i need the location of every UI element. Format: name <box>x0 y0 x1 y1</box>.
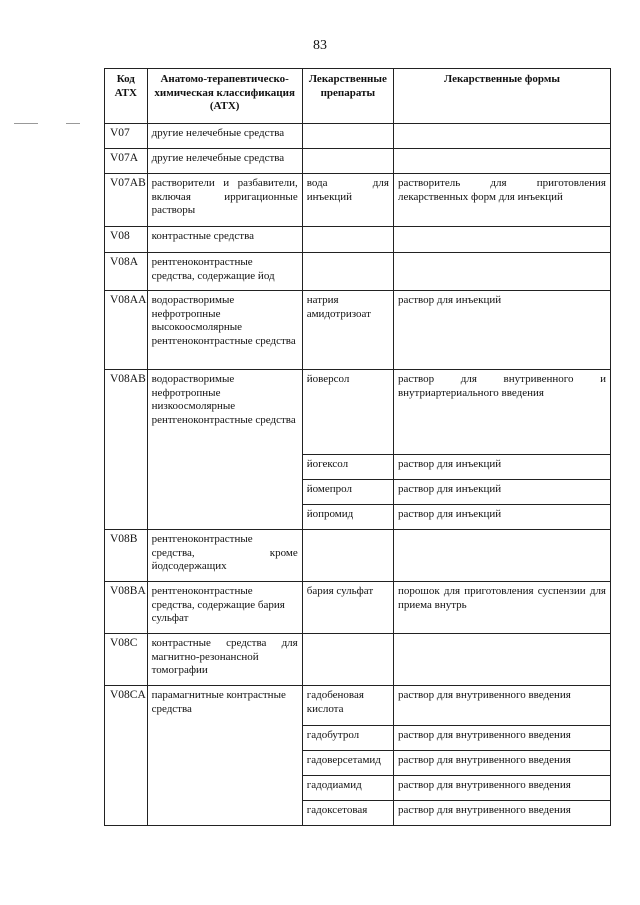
drug-cell: гадоксетовая <box>302 801 393 826</box>
drug-cell: гадодиамид <box>302 776 393 801</box>
atc-cell: рентгеноконтрастные средства, содержащие бария сульфат <box>147 582 302 634</box>
atc-drug-table <box>104 68 611 826</box>
atc-cell: водорастворимые нефротропные высокоосмолярные рентгеноконтрастные средства <box>147 291 302 370</box>
header-drugs: Лекарственные препараты <box>302 69 393 124</box>
form-cell: растворитель для приготовления лекарственных форм для инъекций <box>393 174 610 227</box>
header-atc: Анатомо-терапевтическо-химическая классификация (АТХ) <box>147 69 302 124</box>
code-cell: V08B <box>105 530 148 582</box>
atc-cell: рентгеноконтрастные средства, содержащие йод <box>147 253 302 291</box>
form-cell: раствор для внутривенного введения <box>393 751 610 776</box>
code-cell: V08AA <box>105 291 148 370</box>
code-cell: V07A <box>105 149 148 174</box>
margin-mark-left <box>14 123 38 124</box>
table-row <box>105 530 611 582</box>
form-cell: раствор для инъекций <box>393 505 610 530</box>
page-number: 83 <box>313 38 327 53</box>
atc-cell: контрастные средства для магнитно-резонансной томографии <box>147 634 302 686</box>
code-cell: V08BA <box>105 582 148 634</box>
atc-cell: рентгеноконтрастные средства, кроме йодсодержащих <box>147 530 302 582</box>
form-cell: раствор для инъекций <box>393 291 610 370</box>
drug-cell <box>302 253 393 291</box>
drug-cell: гадоверсетамид <box>302 751 393 776</box>
form-cell: раствор для внутривенного и внутриартериального введения <box>393 370 610 455</box>
table-row <box>105 227 611 253</box>
table-row <box>105 253 611 291</box>
table-row <box>105 291 611 370</box>
drug-cell: йогексол <box>302 455 393 480</box>
drug-cell: вода для инъекций <box>302 174 393 227</box>
form-cell <box>393 124 610 149</box>
atc-cell: парамагнитные контрастные средства <box>147 686 302 826</box>
drug-cell <box>302 149 393 174</box>
form-cell: раствор для внутривенного введения <box>393 726 610 751</box>
form-cell <box>393 253 610 291</box>
drug-cell <box>302 124 393 149</box>
drug-cell: бария сульфат <box>302 582 393 634</box>
table-row <box>105 582 611 634</box>
table-row <box>105 149 611 174</box>
table-row <box>105 174 611 227</box>
code-cell: V08CA <box>105 686 148 826</box>
drug-cell: натрия амидотризоат <box>302 291 393 370</box>
form-cell: раствор для внутривенного введения <box>393 776 610 801</box>
drug-cell: йомепрол <box>302 480 393 505</box>
drug-cell <box>302 634 393 686</box>
table-header-row <box>105 69 611 124</box>
atc-cell: другие нелечебные средства <box>147 124 302 149</box>
drug-cell: гадобутрол <box>302 726 393 751</box>
atc-cell: водорастворимые нефротропные низкоосмолярные рентгеноконтрастные средства <box>147 370 302 530</box>
form-cell <box>393 227 610 253</box>
drug-cell <box>302 227 393 253</box>
form-cell <box>393 149 610 174</box>
margin-mark-left-2 <box>66 123 80 124</box>
table-row <box>105 634 611 686</box>
code-cell: V08A <box>105 253 148 291</box>
form-cell <box>393 530 610 582</box>
code-cell: V08AB <box>105 370 148 530</box>
drug-cell <box>302 530 393 582</box>
drug-cell: йопромид <box>302 505 393 530</box>
code-cell: V07AB <box>105 174 148 227</box>
form-cell: раствор для инъекций <box>393 480 610 505</box>
form-cell: раствор для инъекций <box>393 455 610 480</box>
drug-cell: йоверсол <box>302 370 393 455</box>
header-forms: Лекарственные формы <box>393 69 610 124</box>
header-code: Код АТХ <box>105 69 148 124</box>
code-cell: V08 <box>105 227 148 253</box>
form-cell <box>393 634 610 686</box>
table-row <box>105 686 611 726</box>
atc-cell: растворители и разбавители, включая ирригационные растворы <box>147 174 302 227</box>
form-cell: раствор для внутривенного введения <box>393 686 610 726</box>
drug-cell: гадобеновая кислота <box>302 686 393 726</box>
form-cell: раствор для внутривенного введения <box>393 801 610 826</box>
atc-cell: другие нелечебные средства <box>147 149 302 174</box>
atc-cell: контрастные средства <box>147 227 302 253</box>
code-cell: V07 <box>105 124 148 149</box>
code-cell: V08C <box>105 634 148 686</box>
table-row <box>105 124 611 149</box>
table-row <box>105 370 611 455</box>
form-cell: порошок для приготовления суспензии для приема внутрь <box>393 582 610 634</box>
